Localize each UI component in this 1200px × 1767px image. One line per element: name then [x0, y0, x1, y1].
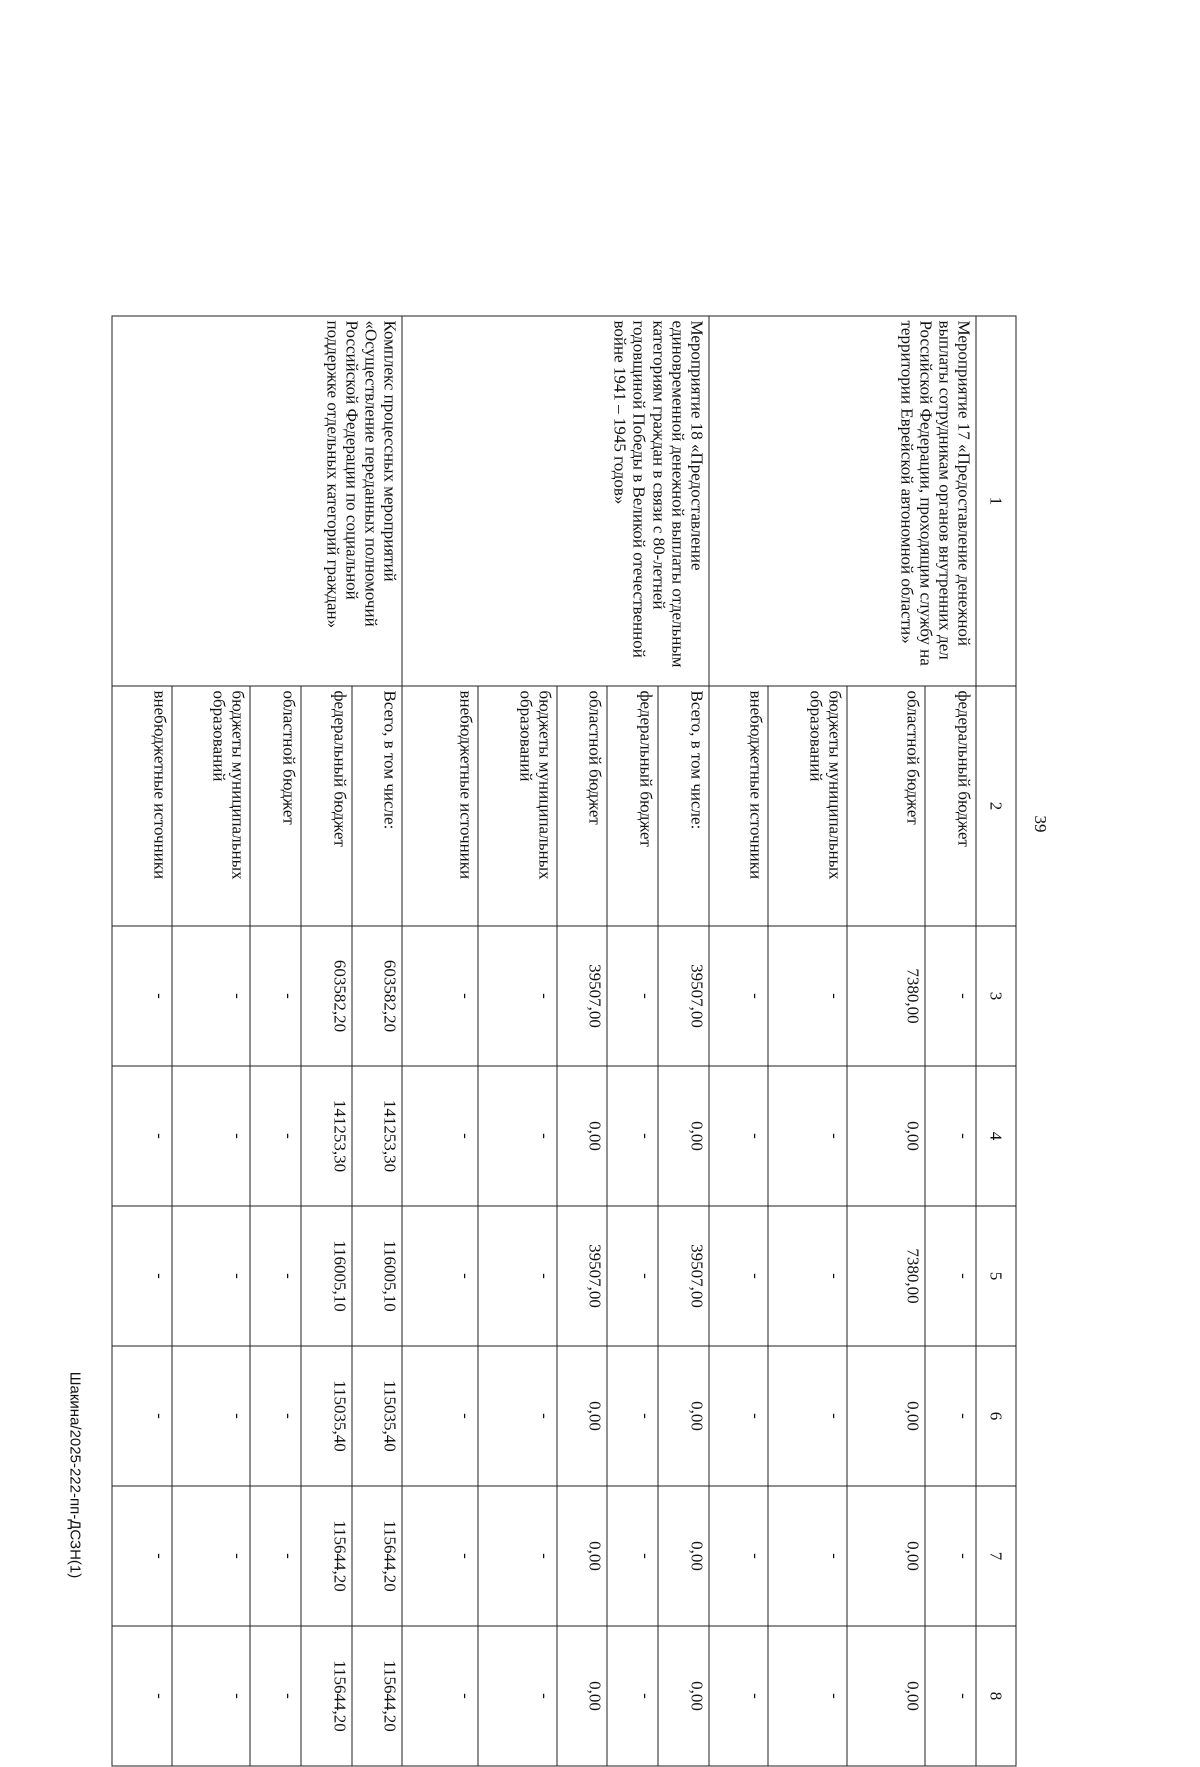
amount-cell: 0,00 [557, 1626, 608, 1766]
funding-source-cell: бюджеты муниципальных образований [172, 686, 250, 926]
amount-cell: - [172, 926, 250, 1066]
amount-cell: - [607, 1626, 658, 1766]
header-cell: 5 [976, 1206, 1016, 1346]
amount-cell: - [607, 1346, 658, 1486]
amount-cell: - [112, 1066, 172, 1206]
amount-cell: 0,00 [847, 1626, 925, 1766]
funding-source-cell: областной бюджет [557, 686, 608, 926]
funding-source-cell: Всего, в том числе: [352, 686, 403, 926]
amount-cell: 116005,10 [352, 1206, 403, 1346]
amount-cell: - [709, 1346, 769, 1486]
amount-cell: - [402, 926, 478, 1066]
amount-cell: - [768, 1346, 846, 1486]
amount-cell: - [402, 1206, 478, 1346]
amount-cell: 115644,20 [301, 1626, 352, 1766]
amount-cell: - [709, 1626, 769, 1766]
amount-cell: - [112, 1206, 172, 1346]
amount-cell: - [925, 1206, 976, 1346]
funding-source-cell: внебюджетные источники [112, 686, 172, 926]
amount-cell: - [478, 1066, 556, 1206]
table-row [925, 316, 976, 1766]
amount-cell: 0,00 [658, 1626, 709, 1766]
amount-cell: - [250, 1066, 301, 1206]
amount-cell: - [402, 1346, 478, 1486]
header-cell: 6 [976, 1346, 1016, 1486]
amount-cell: - [925, 1346, 976, 1486]
amount-cell: 116005,10 [301, 1206, 352, 1346]
amount-cell: 0,00 [658, 1066, 709, 1206]
amount-cell: - [925, 926, 976, 1066]
amount-cell: - [607, 926, 658, 1066]
amount-cell: - [172, 1066, 250, 1206]
amount-cell: 115644,20 [352, 1626, 403, 1766]
amount-cell: 603582,20 [352, 926, 403, 1066]
header-cell: 8 [976, 1626, 1016, 1766]
amount-cell: - [607, 1206, 658, 1346]
amount-cell: - [112, 926, 172, 1066]
amount-cell: 0,00 [557, 1066, 608, 1206]
amount-cell: - [402, 1486, 478, 1626]
header-cell: 7 [976, 1486, 1016, 1626]
amount-cell: - [402, 1066, 478, 1206]
amount-cell: 0,00 [557, 1486, 608, 1626]
header-cell: 4 [976, 1066, 1016, 1206]
amount-cell: 39507,00 [557, 926, 608, 1066]
amount-cell: - [112, 1346, 172, 1486]
table-row [352, 316, 403, 1766]
amount-cell: - [768, 1626, 846, 1766]
measure-title-cell: Мероприятие 18 «Предоставление единовременной денежной выплаты отдельным категориям граждан в связи с 80-летней годовщиной Победы в Великой отечественной войне 1941 – 1945 годов» [402, 316, 708, 686]
amount-cell: - [925, 1626, 976, 1766]
amount-cell: - [478, 1346, 556, 1486]
funding-source-cell: внебюджетные источники [709, 686, 769, 926]
header-row [976, 316, 1016, 1766]
funding-source-cell: бюджеты муниципальных образований [478, 686, 556, 926]
amount-cell: 0,00 [847, 1486, 925, 1626]
amount-cell: - [478, 1486, 556, 1626]
amount-cell: - [709, 1486, 769, 1626]
amount-cell: 603582,20 [301, 926, 352, 1066]
amount-cell: - [709, 926, 769, 1066]
funding-source-cell: областной бюджет [847, 686, 925, 926]
amount-cell: - [925, 1486, 976, 1626]
amount-cell: - [709, 1066, 769, 1206]
amount-cell: 115644,20 [301, 1486, 352, 1626]
amount-cell: - [768, 1066, 846, 1206]
header-cell: 1 [976, 316, 1016, 686]
amount-cell: - [112, 1486, 172, 1626]
amount-cell: - [478, 926, 556, 1066]
amount-cell: - [478, 1626, 556, 1766]
amount-cell: - [709, 1206, 769, 1346]
table-row [658, 316, 709, 1766]
funding-source-cell: федеральный бюджет [301, 686, 352, 926]
amount-cell: - [478, 1206, 556, 1346]
amount-cell: 39507,00 [658, 926, 709, 1066]
amount-cell: - [250, 1626, 301, 1766]
amount-cell: 0,00 [557, 1346, 608, 1486]
amount-cell: - [925, 1066, 976, 1206]
funding-source-cell: федеральный бюджет [607, 686, 658, 926]
amount-cell: - [607, 1486, 658, 1626]
amount-cell: 115035,40 [301, 1346, 352, 1486]
amount-cell: - [250, 926, 301, 1066]
amount-cell: 0,00 [847, 1346, 925, 1486]
page-number: 39 [1031, 815, 1050, 833]
document-code: Шакина/2025-222-пп-ДСЗН(1) [66, 1371, 84, 1579]
funding-source-cell: федеральный бюджет [925, 686, 976, 926]
budget-table-container [112, 316, 1017, 1766]
amount-cell: 141253,30 [301, 1066, 352, 1206]
amount-cell: - [172, 1486, 250, 1626]
amount-cell: 141253,30 [352, 1066, 403, 1206]
amount-cell: - [402, 1626, 478, 1766]
amount-cell: 0,00 [847, 1066, 925, 1206]
amount-cell: - [607, 1066, 658, 1206]
funding-source-cell: бюджеты муниципальных образований [768, 686, 846, 926]
amount-cell: 0,00 [658, 1486, 709, 1626]
measure-title-cell: Комплекс процессных мероприятий «Осуществление переданных полномочий Российской Федерации по социальной поддержке отдельных категорий граждан» [112, 316, 402, 686]
budget-table [112, 316, 1017, 1767]
funding-source-cell: областной бюджет [250, 686, 301, 926]
amount-cell: 7380,00 [847, 1206, 925, 1346]
measure-title-cell: Мероприятие 17 «Предоставление денежной выплаты сотрудникам органов внутренних дел Российской Федерации, проходящим службу на территории Еврейской автономной области» [709, 316, 976, 686]
amount-cell: 0,00 [658, 1346, 709, 1486]
amount-cell: - [250, 1346, 301, 1486]
amount-cell: 115035,40 [352, 1346, 403, 1486]
funding-source-cell: Всего, в том числе: [658, 686, 709, 926]
amount-cell: - [250, 1486, 301, 1626]
funding-source-cell: внебюджетные источники [402, 686, 478, 926]
header-cell: 2 [976, 686, 1016, 926]
amount-cell: 115644,20 [352, 1486, 403, 1626]
amount-cell: 39507,00 [557, 1206, 608, 1346]
amount-cell: 39507,00 [658, 1206, 709, 1346]
amount-cell: - [172, 1626, 250, 1766]
amount-cell: - [112, 1626, 172, 1766]
amount-cell: - [768, 926, 846, 1066]
amount-cell: - [768, 1206, 846, 1346]
header-cell: 3 [976, 926, 1016, 1066]
amount-cell: - [172, 1346, 250, 1486]
amount-cell: - [768, 1486, 846, 1626]
amount-cell: 7380,00 [847, 926, 925, 1066]
amount-cell: - [172, 1206, 250, 1346]
amount-cell: - [250, 1206, 301, 1346]
